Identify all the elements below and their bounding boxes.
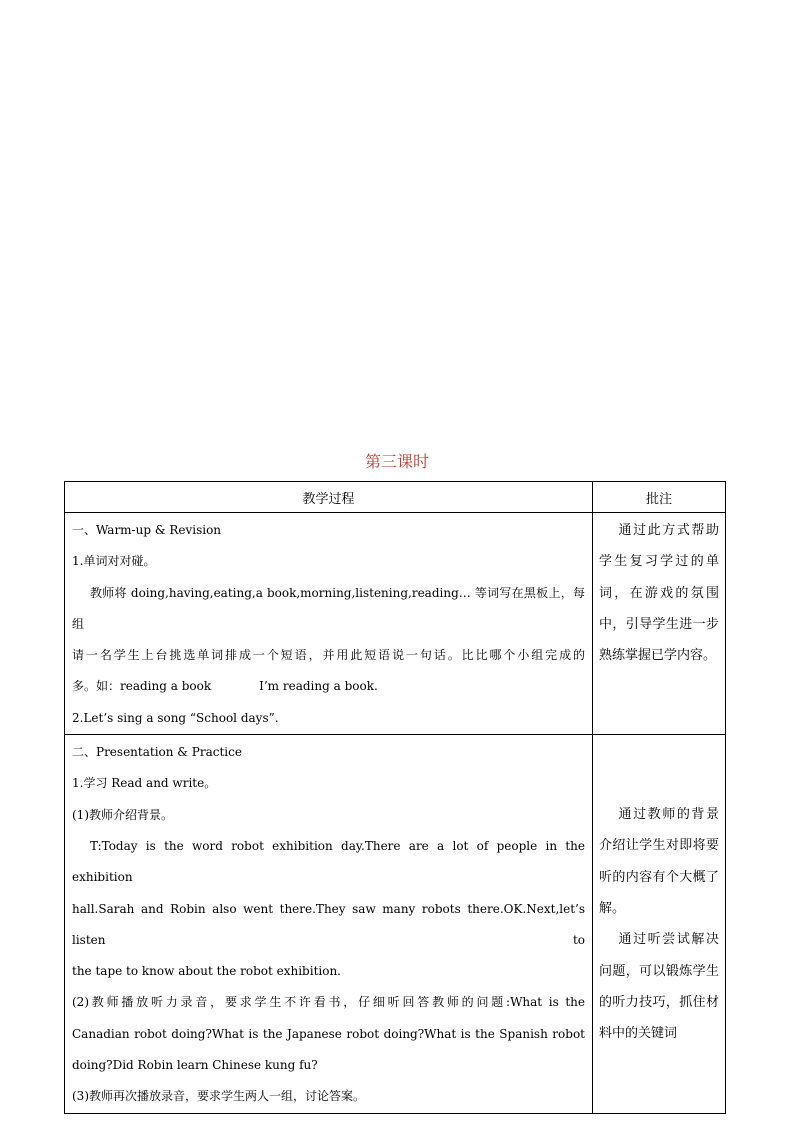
paragraph-line: Canadian robot doing?What is the Japanese robot doing?What is the Spanish robot: [72, 1026, 585, 1041]
example-sentence: I’m reading a book.: [259, 679, 378, 694]
sub-step-text: (1)教师介绍背景。: [72, 807, 173, 822]
paragraph-line: T:Today is the word robot exhibition day.There are a lot of people in the exhibition: [72, 838, 585, 885]
paragraph-line: hall.Sarah and Robin also went there.They saw many robots there.OK.Next,let’s listen to: [72, 901, 585, 947]
example-line: [72, 671, 585, 702]
note-text: 通过听尝试解决问题，可以锻炼学生的听力技巧，抓住材料中的关键词: [599, 932, 719, 1042]
paragraph-line: the tape to know about the robot exhibition.: [72, 964, 341, 979]
paragraph-line: doing?Did Robin learn Chinese kung fu?: [72, 1058, 318, 1073]
paragraph-line: 请一名学生上台挑选单词排成一个短语，并用此短语说一句话。比比哪个小组完成的: [72, 648, 585, 663]
section-warmup-cell: [65, 513, 593, 735]
table-row: [65, 513, 726, 735]
note-text: 通过教师的背景介绍让学生对即将要听的内容有个大概了解。: [599, 807, 719, 916]
example-prefix: 多。如：reading a book: [72, 679, 212, 694]
note-cell: [593, 735, 726, 1114]
header-teaching-process: 教学过程: [65, 482, 593, 513]
table-header-row: [65, 482, 726, 513]
step-text: 2.Let’s sing a song “School days”.: [72, 710, 279, 725]
section-heading: 一、Warm-up & Revision: [72, 523, 222, 537]
header-notes: 批注: [593, 482, 726, 513]
section-presentation-cell: [65, 735, 593, 1114]
paragraph-line: 教师将 doing,having,eating,a book,morning,listening,reading… 等词写在黑板上，每组: [72, 585, 585, 631]
lesson-plan-table: [64, 481, 726, 1114]
page-title: 第三课时: [364, 452, 429, 471]
paragraph-line: (2)教师播放听力录音，要求学生不许看书，仔细听回答教师的问题:What is the: [72, 995, 585, 1010]
section-heading: 二、Presentation & Practice: [72, 745, 242, 760]
note-cell: [593, 513, 726, 735]
step-text: 1.学习 Read and write。: [72, 776, 217, 791]
note-text: 通过此方式帮助学生复习学过的单词，在游戏的氛围中，引导学生进一步熟练掌握已学内容。: [599, 523, 719, 664]
step-text: 1.单词对对碰。: [72, 554, 156, 569]
sub-step-text: (3)教师再次播放录音，要求学生两人一组，讨论答案。: [72, 1089, 366, 1104]
table-row: [65, 735, 726, 1114]
